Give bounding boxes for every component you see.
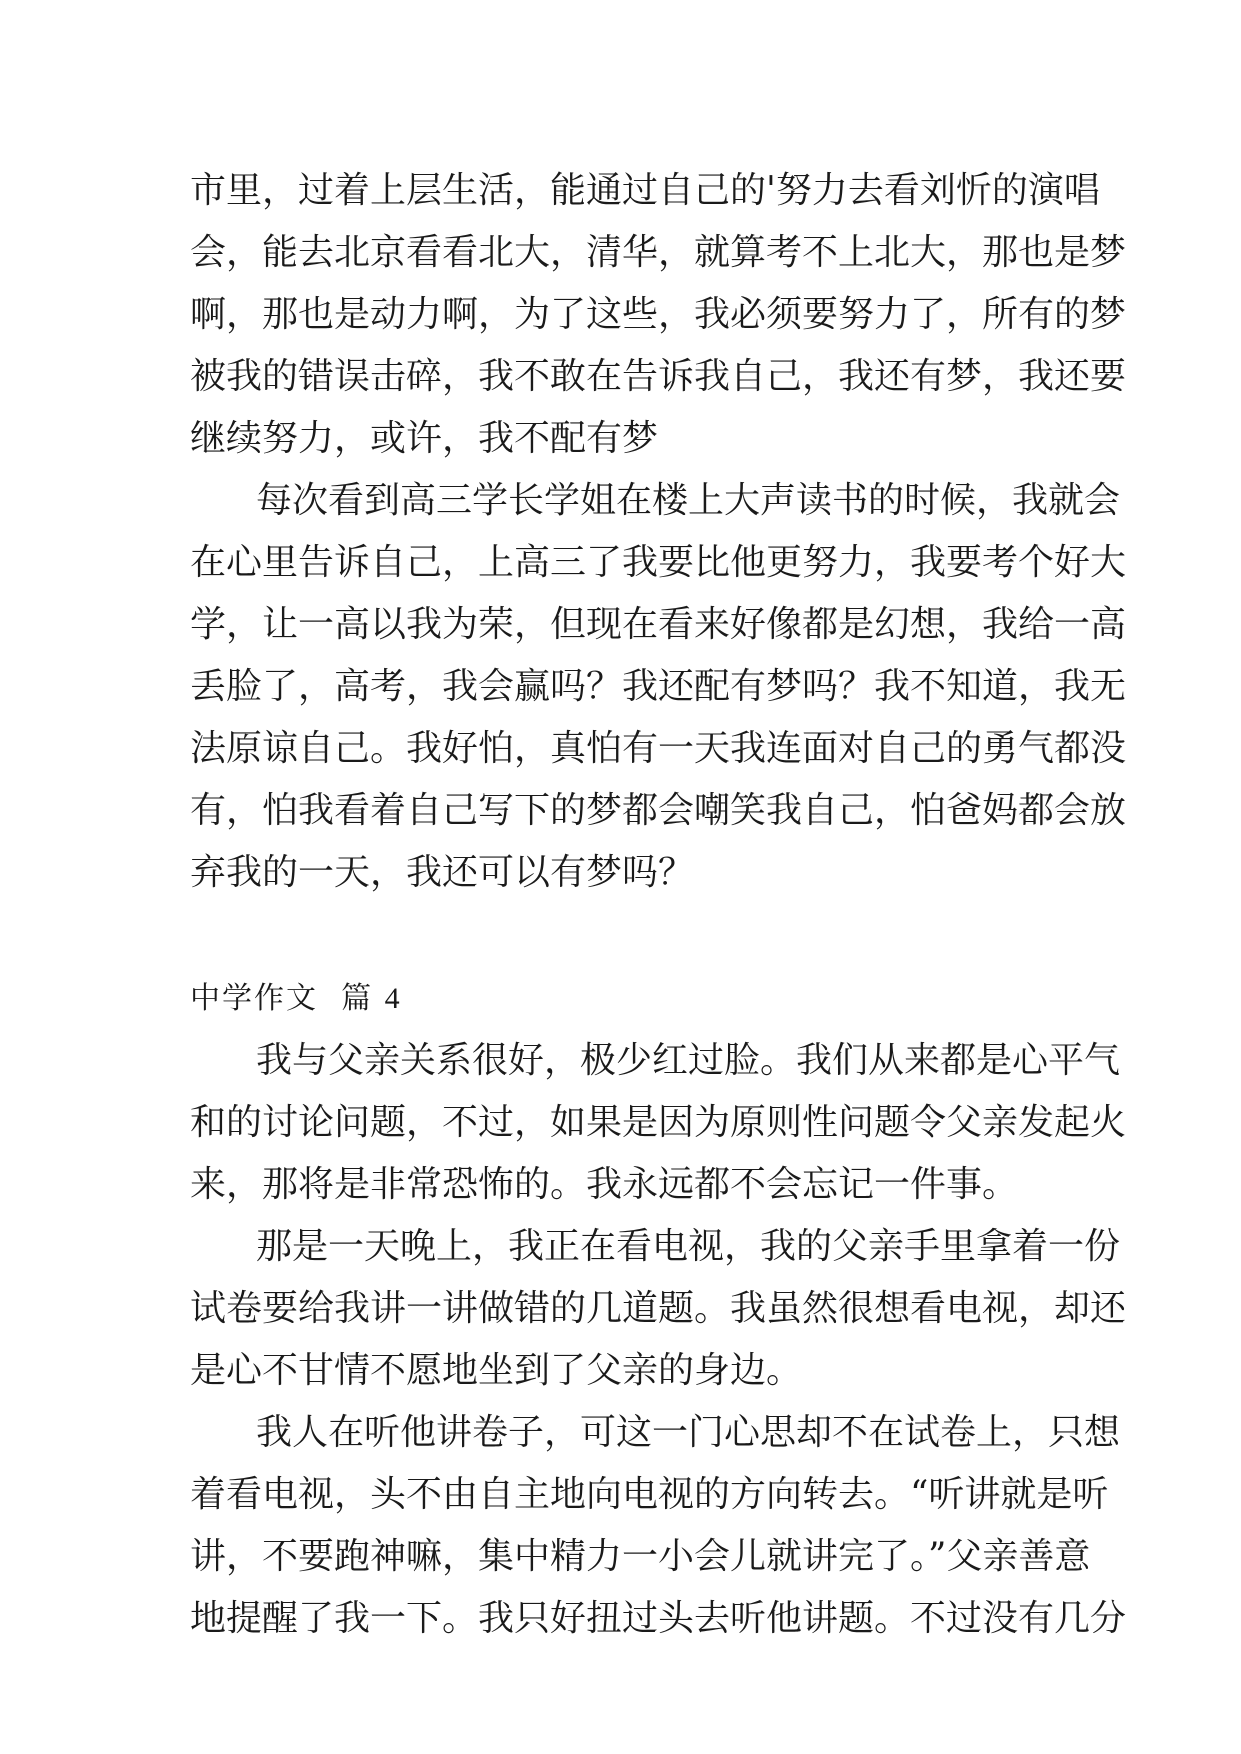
text-line: 有，怕我看着自己写下的梦都会嘲笑我自己，怕爸妈都会放	[190, 790, 1127, 831]
text-line: 每次看到高三学长学姐在楼上大声读书的时候，我就会	[256, 480, 1121, 521]
text-line: 在心里告诉自己，上高三了我要比他更努力，我要考个好大	[190, 542, 1127, 583]
section-heading-title: 中学作文	[190, 981, 318, 1016]
text-line: 我人在听他讲卷子，可这一门心思却不在试卷上，只想	[256, 1412, 1121, 1453]
section-heading-label: 篇	[341, 981, 374, 1016]
section-heading	[190, 968, 1050, 1030]
text-line: 是心不甘情不愿地坐到了父亲的身边。	[190, 1350, 803, 1391]
document-page	[190, 160, 1127, 1650]
text-line: 法原谅自己。我好怕，真怕有一天我连面对自己的勇气都没	[190, 728, 1127, 769]
text-line: 弃我的一天，我还可以有梦吗？	[190, 852, 695, 893]
text-line: 地提醒了我一下。我只好扭过头去听他讲题。不过没有几分	[190, 1598, 1127, 1639]
text-line: 啊，那也是动力啊，为了这些，我必须要努力了，所有的梦	[190, 294, 1127, 335]
text-line: 和的讨论问题，不过，如果是因为原则性问题令父亲发起火	[190, 1102, 1127, 1143]
paragraph	[190, 1402, 1127, 1650]
paragraph	[190, 1216, 1127, 1402]
text-line: 来，那将是非常恐怖的。我永远都不会忘记一件事。	[190, 1164, 1019, 1205]
text-line: 继续努力，或许，我不配有梦	[190, 418, 659, 459]
text-line: 丢脸了，高考，我会赢吗？我还配有梦吗？我不知道，我无	[190, 666, 1127, 707]
text-line: 被我的错误击碎，我不敢在告诉我自己，我还有梦，我还要	[190, 356, 1127, 397]
text-line: 我与父亲关系很好，极少红过脸。我们从来都是心平气	[256, 1040, 1121, 1081]
text-line: 着看电视，头不由自主地向电视的方向转去。“听讲就是听	[190, 1474, 1109, 1515]
text-line: 试卷要给我讲一讲做错的几道题。我虽然很想看电视，却还	[190, 1288, 1127, 1329]
text-line: 那是一天晚上，我正在看电视，我的父亲手里拿着一份	[256, 1226, 1121, 1267]
paragraph	[190, 160, 1127, 470]
section-heading-number: 4	[384, 982, 402, 1015]
paragraph	[190, 470, 1127, 904]
text-line: 讲，不要跑神嘛，集中精力一小会儿就讲完了。”父亲善意	[190, 1536, 1091, 1577]
text-line: 会，能去北京看看北大，清华，就算考不上北大，那也是梦	[190, 232, 1127, 273]
text-line: 学，让一高以我为荣，但现在看来好像都是幻想，我给一高	[190, 604, 1127, 645]
paragraph	[190, 1030, 1127, 1216]
text-line: 市里，过着上层生活，能通过自己的'努力去看刘忻的演唱	[190, 170, 1100, 211]
